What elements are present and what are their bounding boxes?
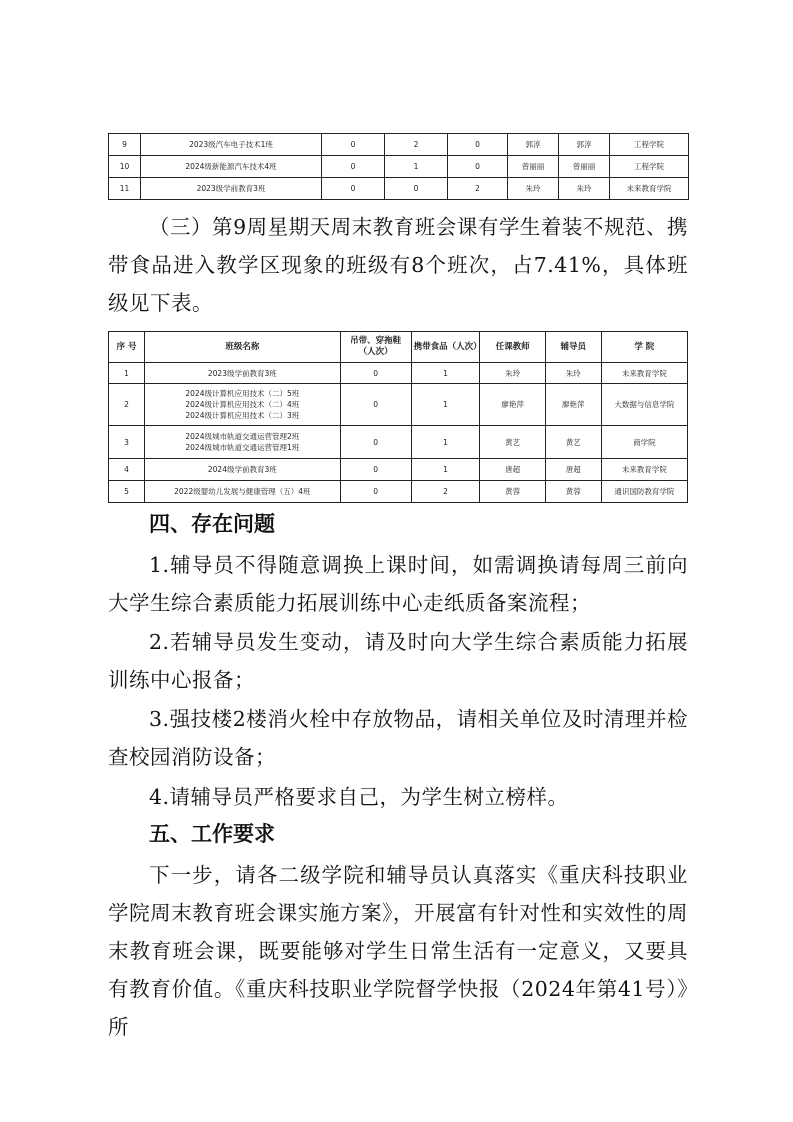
class-name: 2024级计算机应用技术（二）5班: [185, 389, 300, 398]
table-row: [109, 156, 689, 178]
row-number: 4: [109, 459, 145, 481]
class-names-cell: [145, 426, 341, 459]
table-row: [109, 363, 688, 384]
uniform-count: 0: [340, 481, 411, 503]
class-names-cell: [145, 481, 341, 503]
table-cell: 朱玲: [508, 178, 559, 200]
table-row: [109, 178, 689, 200]
section4-item-1: 1.辅导员不得随意调换上课时间，如需调换请每周三前向大学生综合素质能力拓展训练中心走纸质备案流程；: [108, 553, 688, 615]
table-row: [109, 459, 688, 481]
college-name: 商学院: [601, 426, 687, 459]
table-cell: 工程学院: [610, 156, 689, 178]
counselor-name: 朱玲: [545, 363, 601, 384]
table-cell: 0: [448, 134, 508, 156]
table-cell: 0: [322, 156, 385, 178]
college-name: 大数据与信息学院: [601, 384, 687, 426]
class-name: 2024级计算机应用技术（二）4班: [185, 400, 300, 409]
class-name: 2024级城市轨道交通运营管理1班: [185, 443, 300, 452]
uniform-count: 0: [340, 363, 411, 384]
class-names-cell: [145, 384, 341, 426]
section4-heading: 四、存在问题: [149, 512, 275, 536]
table-cell: 郭淳: [508, 134, 559, 156]
table-row: [109, 134, 689, 156]
teacher-name: 廖艳萍: [480, 384, 546, 426]
table-cell: 0: [322, 134, 385, 156]
section4-item-3: 3.强技楼2楼消火栓中存放物品，请相关单位及时清理并检查校园消防设备；: [108, 707, 688, 769]
row-number: 5: [109, 481, 145, 503]
food-count: 1: [411, 426, 480, 459]
table-cell: 未来教育学院: [610, 178, 689, 200]
section4-item-2: 2.若辅导员发生变动，请及时向大学生综合素质能力拓展训练中心报备；: [108, 630, 688, 692]
header-cell: 班级名称: [145, 332, 341, 363]
row-number: 2: [109, 384, 145, 426]
college-name: 通识国防教育学院: [601, 481, 687, 503]
table-cell: 0: [448, 156, 508, 178]
header-cell: 学 院: [601, 332, 687, 363]
food-count: 1: [411, 459, 480, 481]
table-cell: 2: [385, 134, 448, 156]
class-name: 2024级城市轨道交通运营管理2班: [185, 432, 300, 441]
counselor-name: 黄蓉: [545, 481, 601, 503]
table-cell: 工程学院: [610, 134, 689, 156]
teacher-name: 黄蓉: [480, 481, 546, 503]
section3-paragraph: （三）第9周星期天周末教育班会课有学生着装不规范、携带食品进入教学区现象的班级有8个班次，占7.41%，具体班级见下表。: [108, 215, 688, 315]
table-cell: 2023级汽车电子技术1班: [141, 134, 322, 156]
table-cell: 9: [109, 134, 141, 156]
class-name: 2023级学前教育3班: [207, 368, 277, 378]
class-name: 2022级婴幼儿发展与健康管理（五）4班: [174, 487, 311, 496]
food-count: 1: [411, 363, 480, 384]
table-continued-body: [109, 134, 689, 200]
table-cell: 2: [448, 178, 508, 200]
teacher-name: 朱玲: [480, 363, 546, 384]
section4-item-4: 4.请辅导员严格要求自己，为学生树立榜样。: [149, 785, 569, 809]
uniform-food-table: [108, 331, 688, 503]
header-cell: 吊带、穿拖鞋（人次）: [340, 332, 411, 363]
uniform-count: 0: [340, 384, 411, 426]
header-cell: 序 号: [109, 332, 145, 363]
class-names-cell: [145, 363, 341, 384]
section5-paragraph: 下一步，请各二级学院和辅导员认真落实《重庆科技职业学院周末教育班会课实施方案》，开展富有针对性和实效性的周末教育班会课，既要能够对学生日常生活有一定意义，又要具有教育价值。《重庆科技职业学院督学快报（2024年第41号）》所: [108, 863, 688, 1039]
college-name: 未来教育学院: [601, 459, 687, 481]
section5-heading: 五、工作要求: [149, 822, 275, 846]
uniform-food-table-body: [109, 363, 688, 503]
row-number: 3: [109, 426, 145, 459]
food-count: 1: [411, 384, 480, 426]
table-cell: 0: [385, 178, 448, 200]
class-name: 2024级计算机应用技术（二）3班: [185, 411, 300, 420]
table-row: [109, 384, 688, 426]
table-cell: 10: [109, 156, 141, 178]
teacher-name: 唐超: [480, 459, 546, 481]
college-name: 未来教育学院: [601, 363, 687, 384]
table-cell: 0: [322, 178, 385, 200]
table-cell: 2024级新能源汽车技术4班: [141, 156, 322, 178]
class-name: 2024级学前教育3班: [207, 465, 277, 474]
table-cell: 郭淳: [559, 134, 610, 156]
teacher-name: 黄艺: [480, 426, 546, 459]
counselor-name: 黄艺: [545, 426, 601, 459]
class-names-cell: [145, 459, 341, 481]
table-row: [109, 426, 688, 459]
table-cell: 1: [385, 156, 448, 178]
table-cell: 朱玲: [559, 178, 610, 200]
header-cell: 任课教师: [480, 332, 546, 363]
table-cell: 11: [109, 178, 141, 200]
uniform-count: 0: [340, 459, 411, 481]
table-cell: 曾丽丽: [559, 156, 610, 178]
row-number: 1: [109, 363, 145, 384]
table-cell: 曾丽丽: [508, 156, 559, 178]
uniform-count: 0: [340, 426, 411, 459]
counselor-name: 唐超: [545, 459, 601, 481]
header-cell: 辅导员: [545, 332, 601, 363]
counselor-name: 廖艳萍: [545, 384, 601, 426]
table-continued: [108, 133, 689, 200]
header-cell: 携带食品（人次）: [411, 332, 480, 363]
table-header-row: [109, 332, 688, 363]
table-cell: 2023级学前教育3班: [141, 178, 322, 200]
food-count: 2: [411, 481, 480, 503]
table-row: [109, 481, 688, 503]
